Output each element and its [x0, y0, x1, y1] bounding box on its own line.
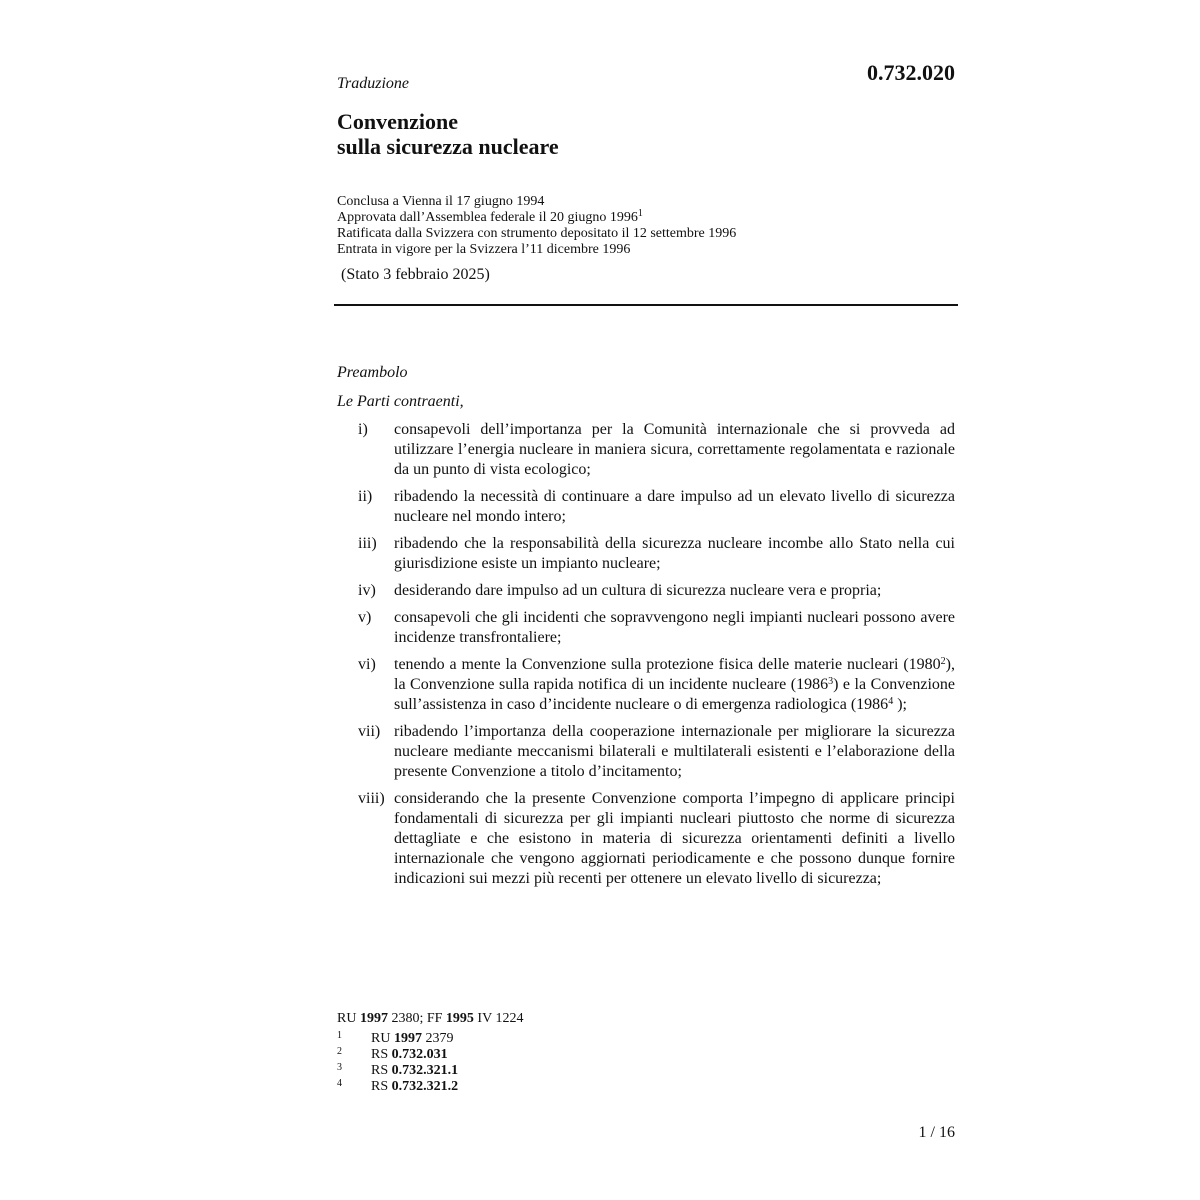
footnote — [337, 1031, 523, 1047]
source-ff-year: 1995 — [445, 1011, 474, 1026]
document-metadata — [337, 194, 736, 258]
preamble-item — [337, 789, 955, 889]
footnote-ref-bold: 0.732.321.2 — [391, 1079, 459, 1094]
footnote-prefix: RS — [371, 1063, 392, 1078]
header-divider — [334, 304, 958, 306]
footnotes — [337, 1011, 523, 1095]
source-ff-rest: IV 1224 — [473, 1011, 524, 1026]
entry-into-force-line: Entrata in vigore per la Svizzera l’11 dicembre 1996 — [337, 242, 631, 257]
item-number: iv) — [358, 582, 376, 599]
item-number: i) — [358, 421, 368, 438]
item-text: considerando che la presente Convenzione comporta l’impegno di applicare principi fondamentali di sicurezza per gli impianti nucleari piuttosto che norme di sicurezza dettagliate e che esistono in materia di sicurezza orientamenti definiti a livello internazionale che vengono aggiornati periodicamente e che possono dunque fornire indicazioni sui mezzi più recenti per ottenere un elevato livello di sicurezza; — [394, 790, 955, 887]
preamble-list — [337, 420, 955, 896]
footnote-number: 4 — [337, 1078, 342, 1089]
item-text: ribadendo che la responsabilità della sicurezza nucleare incombe allo Stato nella cui giurisdizione esiste un impianto nucleare; — [394, 535, 955, 572]
item-text: ribadendo la necessità di continuare a dare impulso ad un elevato livello di sicurezza nucleare nel mondo intero; — [394, 488, 955, 525]
footnote-number: 3 — [337, 1062, 342, 1073]
preamble-item — [337, 608, 955, 648]
item-text-part: ) e la Convenzione sull’assistenza in caso d’incidente nucleare o di emergenza radiologica (1986 — [394, 676, 956, 713]
footnote-ref-2[interactable]: 2 — [940, 656, 946, 667]
footnote-number: 2 — [337, 1046, 342, 1057]
page-number: 1 / 16 — [918, 1124, 955, 1141]
item-number: vi) — [358, 656, 376, 673]
item-number: viii) — [358, 790, 385, 807]
source-ru-page: 2380; FF — [387, 1011, 446, 1026]
preamble-item — [337, 581, 955, 601]
footnote-ref-bold: 0.732.031 — [391, 1047, 448, 1062]
title-line-2: sulla sicurezza nucleare — [337, 134, 559, 159]
contracting-parties-heading: Le Parti contraenti, — [337, 393, 464, 410]
footnote-ref-3[interactable]: 3 — [828, 676, 834, 687]
item-text: consapevoli dell’importanza per la Comunità internazionale che si provveda ad utilizzare l’energia nucleare in maniera sicura, correttamente regolamentata e razionale da un punto di vista ecologico; — [394, 421, 955, 478]
item-number: ii) — [358, 488, 373, 505]
item-text: ribadendo l’importanza della cooperazione internazionale per migliorare la sicurezza nucleare mediante meccanismi bilaterali e multilaterali esistenti e l’elaborazione della presente Convenzione a titolo d’incitamento; — [394, 723, 955, 780]
status-date: (Stato 3 febbraio 2025) — [341, 266, 490, 283]
item-number: vii) — [358, 723, 381, 740]
document-title — [337, 109, 559, 159]
item-text — [394, 655, 955, 715]
preamble-heading: Preambolo — [337, 364, 408, 381]
approved-line — [337, 210, 736, 226]
sr-number: 0.732.020 — [867, 60, 955, 85]
ratified-line: Ratificata dalla Svizzera con strumento depositato il 12 settembre 1996 — [337, 226, 737, 241]
footnote-ref-bold: 0.732.321.1 — [391, 1063, 459, 1078]
concluded-line: Conclusa a Vienna il 17 giugno 1994 — [337, 194, 545, 209]
footnote-prefix: RU — [371, 1031, 394, 1046]
footnote-ref-4[interactable]: 4 — [888, 696, 894, 707]
item-number: v) — [358, 609, 372, 626]
item-number: iii) — [358, 535, 377, 552]
item-text: desiderando dare impulso ad un cultura di sicurezza nucleare vera e propria; — [394, 582, 882, 599]
preamble-item — [337, 420, 955, 480]
footnote-ref-1[interactable]: 1 — [637, 208, 643, 219]
item-text-part: tenendo a mente la Convenzione sulla protezione fisica delle materie nucleari (1980 — [394, 656, 941, 673]
footnote-rest: 2379 — [421, 1031, 454, 1046]
preamble-item — [337, 487, 955, 527]
preamble-item — [337, 722, 955, 782]
preamble-item — [337, 534, 955, 574]
title-line-1: Convenzione — [337, 109, 458, 134]
translation-label: Traduzione — [337, 75, 410, 92]
approved-text: Approvata dall’Assemblea federale il 20 giugno 1996 — [337, 210, 638, 225]
footnote-number: 1 — [337, 1030, 342, 1041]
source-ru-prefix: RU — [337, 1011, 360, 1026]
source-ru-year: 1997 — [359, 1011, 388, 1026]
item-text-part: ); — [893, 696, 907, 713]
item-text-part: ), la Convenzione sulla rapida notifica di un incidente nucleare (1986 — [394, 656, 955, 693]
item-text: consapevoli che gli incidenti che sopravvengono negli impianti nucleari possono avere incidenze transfrontaliere; — [394, 609, 955, 646]
footnote-prefix: RS — [371, 1047, 392, 1062]
footnote — [337, 1063, 523, 1079]
footnote — [337, 1047, 523, 1063]
footnote-ref-bold: 1997 — [393, 1031, 422, 1046]
source-reference — [337, 1011, 523, 1027]
footnote-prefix: RS — [371, 1079, 392, 1094]
footnote — [337, 1079, 523, 1095]
preamble-item — [337, 655, 955, 715]
